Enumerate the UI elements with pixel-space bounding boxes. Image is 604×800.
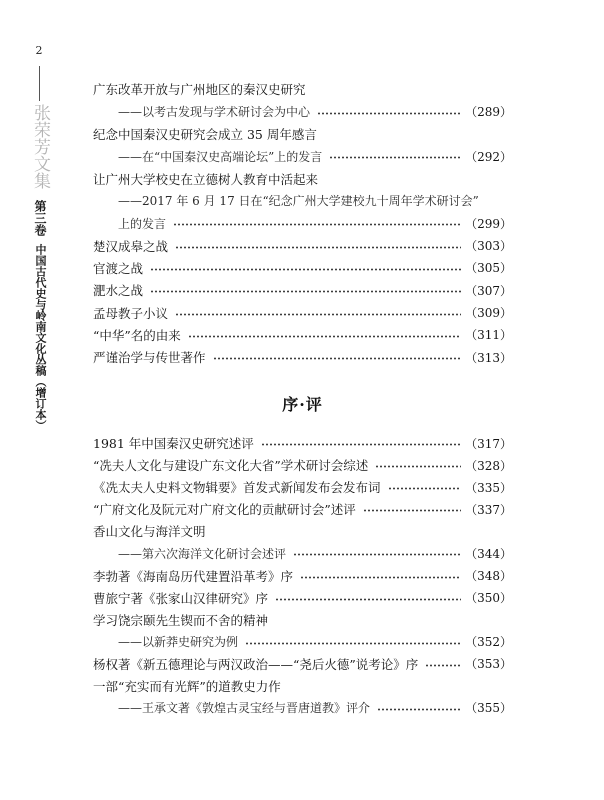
toc-entry-subtitle: ——以新莽史研究为例 [118, 635, 239, 650]
toc-entry [93, 587, 512, 609]
page-number: 2 [35, 44, 43, 57]
book-title: 中国古代史与岭南文化丛稿（增订本） [34, 244, 47, 431]
dot-leader [300, 576, 461, 579]
toc-entry-title: 学习饶宗颐先生锲而不舍的精神 [93, 612, 269, 628]
toc-entry [93, 498, 512, 520]
toc-entry-title: 严谨治学与传世著作 [93, 350, 206, 366]
dot-leader [245, 642, 461, 645]
toc-entry-title: 1981 年中国秦汉史研究述评 [93, 436, 254, 452]
dot-leader [375, 465, 461, 468]
toc-entry [93, 257, 512, 279]
toc-entry-title: 广东改革开放与广州地区的秦汉史研究 [93, 82, 306, 98]
toc-entry-title: 让广州大学校史在立德树人教育中活起来 [93, 171, 319, 187]
toc-page-number: （299） [465, 216, 512, 231]
toc-list [93, 78, 512, 368]
toc-entry-title: 楚汉成皋之战 [93, 238, 169, 254]
toc-entry [93, 234, 512, 256]
toc-list [93, 432, 512, 719]
toc-entry-subtitle: ——在“中国秦汉史高端论坛”上的发言 [118, 149, 323, 164]
toc-entry [93, 564, 512, 586]
series-title: 张荣芳文集 [30, 104, 50, 189]
toc-entry [93, 476, 512, 498]
dot-leader [150, 268, 461, 271]
toc-entry-title: 《冼太夫人史料文物辑要》首发式新闻发布会发布词 [93, 480, 381, 496]
toc-entry-title: 曹旅宁著《张家山汉律研究》序 [93, 590, 269, 606]
toc-entry [93, 697, 512, 719]
toc-entry [93, 123, 512, 145]
toc-page-number: （303） [465, 239, 512, 254]
toc-entry [93, 346, 512, 368]
toc-entry [93, 279, 512, 301]
dot-leader [175, 246, 461, 249]
dot-leader [317, 112, 461, 115]
volume-label: 第三卷 [33, 200, 47, 236]
dot-leader [293, 553, 461, 556]
toc-page-number: （307） [465, 283, 512, 298]
dot-leader [188, 335, 461, 338]
dot-leader [425, 664, 461, 667]
toc-entry-title: 香山文化与海洋文明 [93, 524, 206, 540]
toc-entry [93, 324, 512, 346]
toc-entry-title: “广府文化及阮元对广府文化的贡献研讨会”述评 [93, 502, 356, 518]
toc-entry [93, 145, 512, 167]
toc-entry [93, 212, 512, 234]
toc-page-number: （353） [465, 657, 512, 672]
toc-page-number: （335） [465, 480, 512, 495]
dot-leader [175, 313, 461, 316]
toc-page-number: （313） [465, 350, 512, 365]
toc-entry [93, 520, 512, 542]
toc-page-number: （292） [465, 149, 512, 164]
toc-entry-title: 孟母教子小议 [93, 305, 169, 321]
toc-entry [93, 653, 512, 675]
toc-page-number: （337） [465, 502, 512, 517]
toc-page-number: （309） [465, 306, 512, 321]
toc-entry-title: “冼夫人文化与建设广东文化大省”学术研讨会综述 [93, 458, 369, 474]
section-heading: 序·评 [282, 395, 323, 414]
toc-page-number: （344） [465, 546, 512, 561]
toc-entry [93, 609, 512, 631]
toc-entry [93, 542, 512, 564]
dot-leader [377, 708, 461, 711]
toc-entry-title: 官渡之战 [93, 260, 144, 276]
dot-leader [261, 443, 461, 446]
toc-entry [93, 100, 512, 122]
toc-entry-subtitle: ——以考古发现与学术研讨会为中心 [118, 105, 311, 120]
toc-page-number: （348） [465, 569, 512, 583]
margin-divider-line [39, 66, 40, 101]
dot-leader [388, 487, 462, 490]
toc-entry [93, 78, 512, 100]
toc-page-number: （311） [465, 328, 512, 343]
toc-page-number: （350） [465, 591, 512, 606]
dot-leader [150, 290, 461, 293]
toc-page-number: （352） [465, 635, 512, 650]
toc-entry [93, 432, 512, 454]
toc-entry-title: 淝水之战 [93, 283, 144, 299]
toc-entry-title: “中华”名的由来 [93, 327, 181, 343]
toc-entry-subtitle: 上的发言 [118, 216, 167, 231]
toc-entry-title: 一部“充实而有光辉”的道教史力作 [93, 678, 281, 694]
dot-leader [275, 598, 461, 601]
toc-entry [93, 190, 512, 212]
toc-page-number: （328） [465, 458, 512, 473]
toc-page-number: （305） [465, 261, 512, 276]
toc-entry-subtitle: ——2017 年 6 月 17 日在“纪念广州大学建校九十周年学术研讨会” [118, 194, 479, 209]
toc-entry [93, 167, 512, 189]
dot-leader [173, 223, 461, 226]
toc-page-number: （289） [465, 105, 512, 120]
toc-entry [93, 631, 512, 653]
toc-page-number: （355） [465, 701, 512, 716]
dot-leader [329, 156, 461, 159]
toc-entry [93, 675, 512, 697]
toc-page-number: （317） [465, 436, 512, 451]
toc-entry-subtitle: ——王承文著《敦煌古灵宝经与晋唐道教》评介 [118, 701, 371, 716]
dot-leader [363, 509, 461, 512]
toc-entry [93, 301, 512, 323]
toc-entry-title: 杨权著《新五德理论与两汉政治——“尧后火德”说考论》序 [93, 656, 419, 672]
toc-entry [93, 454, 512, 476]
toc-entry-title: 李勃著《海南岛历代建置沿革考》序 [93, 568, 294, 584]
dot-leader [213, 357, 462, 360]
toc-entry-title: 纪念中国秦汉史研究会成立 35 周年感言 [93, 126, 317, 142]
toc-entry-subtitle: ——第六次海洋文化研讨会述评 [118, 546, 287, 561]
